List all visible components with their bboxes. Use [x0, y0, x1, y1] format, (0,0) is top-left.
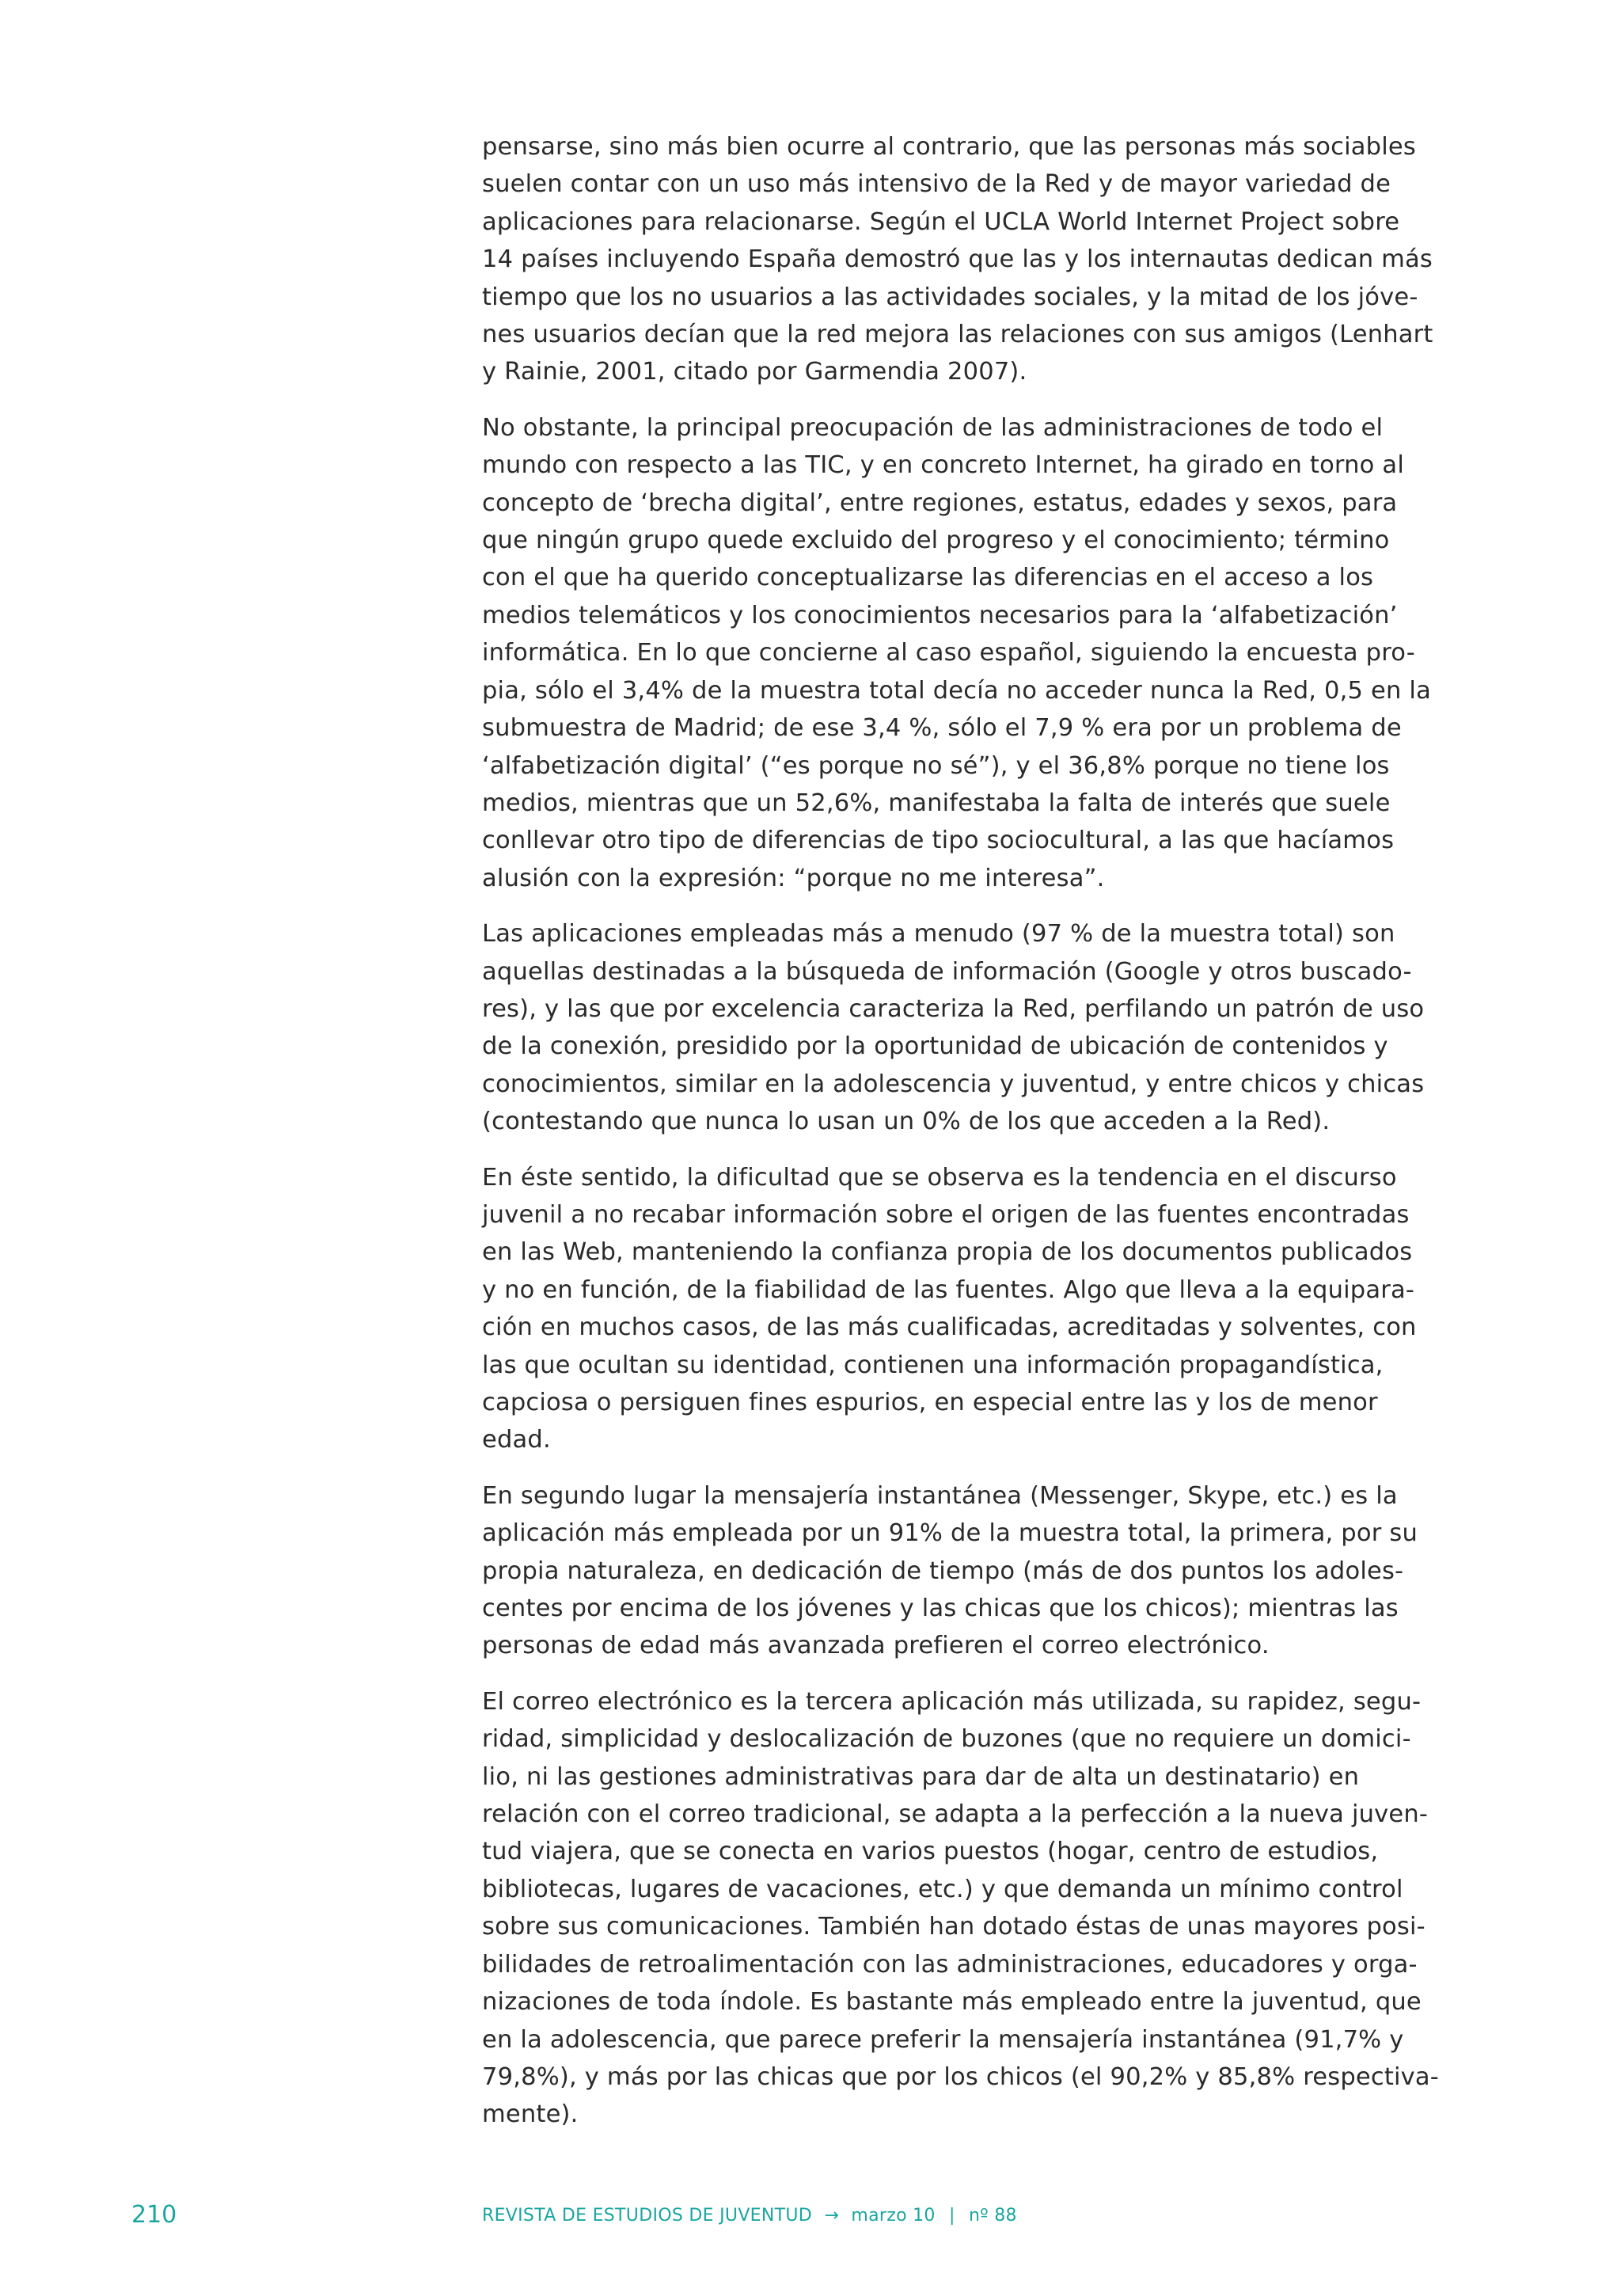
- issue-date: marzo 10: [851, 2206, 936, 2226]
- paragraph-3: Las aplicaciones empleadas más a menudo (97 % de la muestra total) son aquellas destinadas a la búsqueda de información (Google y otros buscado- res), y las que por excelencia caracteriza la Red, perfilando un patrón de uso de la conexión, presidido por la oportunidad de ubicación de contenidos y conocimientos, similar en la adolescencia y juventud, y entre chicos y chicas (contestando que nunca lo usan un 0% de los que acceden a la Red).: [482, 920, 1425, 1136]
- paragraph-5: En segundo lugar la mensajería instantánea (Messenger, Skype, etc.) es la aplicación más empleada por un 91% de la muestra total, la primera, por su propia naturaleza, en dedicación de tiempo (más de dos puntos los adoles- centes por encima de los jóvenes y las chicas que los chicos); mientras las personas de edad más avanzada prefieren el correo electrónico.: [482, 1481, 1418, 1660]
- body-text: [482, 128, 1491, 2152]
- paragraph-2: No obstante, la principal preocupación de las administraciones de todo el mundo con respecto a las TIC, y en concreto Internet, ha girado en torno al concepto de ‘brecha digital’, entre regiones, estatus, edades y sexos, para que ningún grupo quede excluido del progreso y el conocimiento; término con el que ha querido conceptualizarse las diferencias en el acceso a los medios telemáticos y los conocimientos necesarios para la ‘alfabetización’ informática. En lo que concierne al caso español, siguiendo la encuesta pro- pia, sólo el 3,4% de la muestra total decía no acceder nunca la Red, 0,5 en la submuestra de Madrid; de ese 3,4 %, sólo el 7,9 % era por un problema de ‘alfabetización digital’ (“es porque no sé”), y el 36,8% porque no tiene los medios, mientras que un 52,6%, manifestaba la falta de interés que suele conllevar otro tipo de diferencias de tipo sociocultural, a las que hacíamos alusión con la expresión: “porque no me interesa”.: [482, 413, 1431, 892]
- journal-title: REVISTA DE ESTUDIOS DE JUVENTUD: [482, 2206, 813, 2226]
- footer-separator: |: [949, 2206, 955, 2226]
- page-footer: [0, 2201, 1621, 2241]
- paragraph-4: En éste sentido, la dificultad que se observa es la tendencia en el discurso juvenil a no recabar información sobre el origen de las fuentes encontradas en las Web, manteniendo la confianza propia de los documentos publicados y no en función, de la fiabilidad de las fuentes. Algo que lleva a la equipara- ción en muchos casos, de las más cualificadas, acreditadas y solventes, con las que ocultan su identidad, contienen una información propagandística, capciosa o persiguen fines espurios, en especial entre las y los de menor edad.: [482, 1163, 1417, 1454]
- paragraph-1: pensarse, sino más bien ocurre al contrario, que las personas más sociables suelen contar con un uso más intensivo de la Red y de mayor variedad de aplicaciones para relacionarse. Según el UCLA World Internet Project sobre 14 países incluyendo España demostró que las y los internautas dedican más tiempo que los no usuarios a las actividades sociales, y la mitad de los jóve- nes usuarios decían que la red mejora las relaciones con sus amigos (Lenhart y Rainie, 2001, citado por Garmendia 2007).: [482, 133, 1433, 386]
- issue-number: nº 88: [969, 2206, 1017, 2226]
- running-footer: [482, 2206, 1017, 2226]
- page-number: 210: [131, 2201, 177, 2229]
- paragraph-6: El correo electrónico es la tercera aplicación más utilizada, su rapidez, segu- ridad, simplicidad y deslocalización de buzones (que no requiere un domici- lio, ni las gestiones administrativas para dar de alta un destinatario) en relación con el correo tradicional, se adapta a la perfección a la nueva juven- tud viajera, que se conecta en varios puestos (hogar, centro de estudios, bibliotecas, lugares de vacaciones, etc.) y que demanda un mínimo control sobre sus comunicaciones. También han dotado éstas de unas mayores posi- bilidades de retroalimentación con las administraciones, educadores y orga- nizaciones de toda índole. Es bastante más empleado entre la juventud, que en la adolescencia, que parece preferir la mensajería instantánea (91,7% y 79,8%), y más por las chicas que por los chicos (el 90,2% y 85,8% respectiva- mente).: [482, 1687, 1439, 2129]
- arrow-right-icon: →: [824, 2206, 840, 2226]
